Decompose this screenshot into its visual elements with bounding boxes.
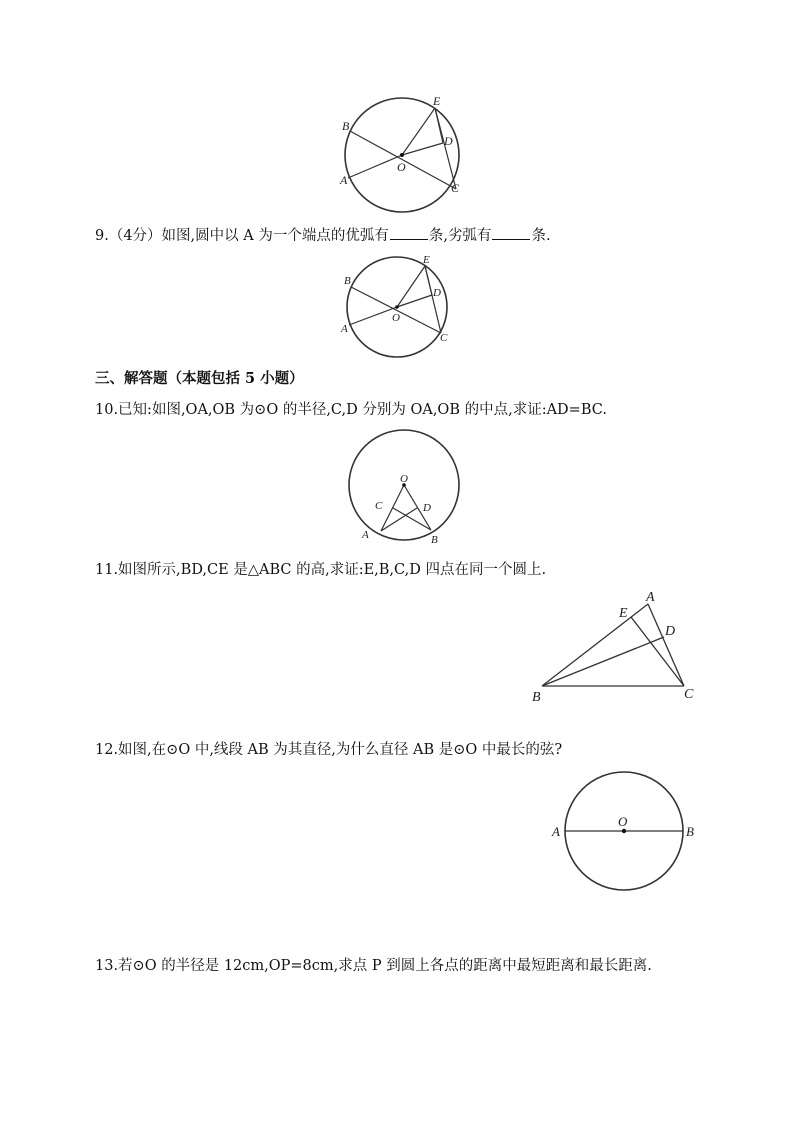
point-label-A: A [646,590,655,605]
point-label-D: D [423,502,431,514]
figure-q10-circle [345,428,465,550]
point-label-D: D [433,287,441,299]
point-label-A: A [341,323,348,335]
question-13: 13.若⊙O 的半径是 12cm,OP=8cm,求点 P 到圆上各点的距离中最短距离和最长距离. [95,958,652,974]
point-label-A: A [362,529,369,541]
figure-q12-circle [548,768,708,893]
point-label-E: E [423,254,430,266]
answer-blank-1[interactable] [390,225,428,240]
point-label-O: O [392,312,400,324]
point-label-B: B [342,119,350,133]
answer-blank-2[interactable] [492,225,530,240]
question-10: 10.已知:如图,OA,OB 为⊙O 的半径,C,D 分别为 OA,OB 的中点,求证:AD=BC. [95,402,607,418]
point-label-E: E [433,94,441,108]
question-9 [95,225,551,246]
point-label-B: B [431,534,438,546]
figure-top-circle [338,92,468,218]
question-12: 12.如图,在⊙O 中,线段 AB 为其直径,为什么直径 AB 是⊙O 中最长的弦? [95,742,563,758]
point-label-B: B [686,824,694,839]
question-11: 11.如图所示,BD,CE 是△ABC 的高,求证:E,B,C,D 四点在同一个圆上. [95,562,547,578]
point-label-B: B [532,690,541,705]
point-label-C: C [684,687,694,702]
section-heading: 三、解答题（本题包括 5 小题） [95,370,304,387]
question-9-text-3: 条. [531,228,551,244]
point-label-C: C [375,500,383,512]
point-label-C: C [451,181,460,195]
point-label-E: E [619,606,628,621]
figure-q11-triangle [528,585,700,707]
point-label-O: O [397,160,406,174]
point-label-A: A [552,824,560,839]
point-label-O: O [618,814,628,829]
question-9-text-2: 条,劣弧有 [428,228,492,244]
figure-q9-circle [337,254,467,364]
point-label-C: C [440,332,448,344]
point-label-A: A [340,173,348,187]
point-label-O: O [400,473,408,485]
question-9-text-1: 9.（4分）如图,圆中以 A 为一个端点的优弧有 [95,228,389,244]
point-label-B: B [344,275,351,287]
point-label-D: D [665,624,676,639]
point-label-D: D [444,134,453,148]
